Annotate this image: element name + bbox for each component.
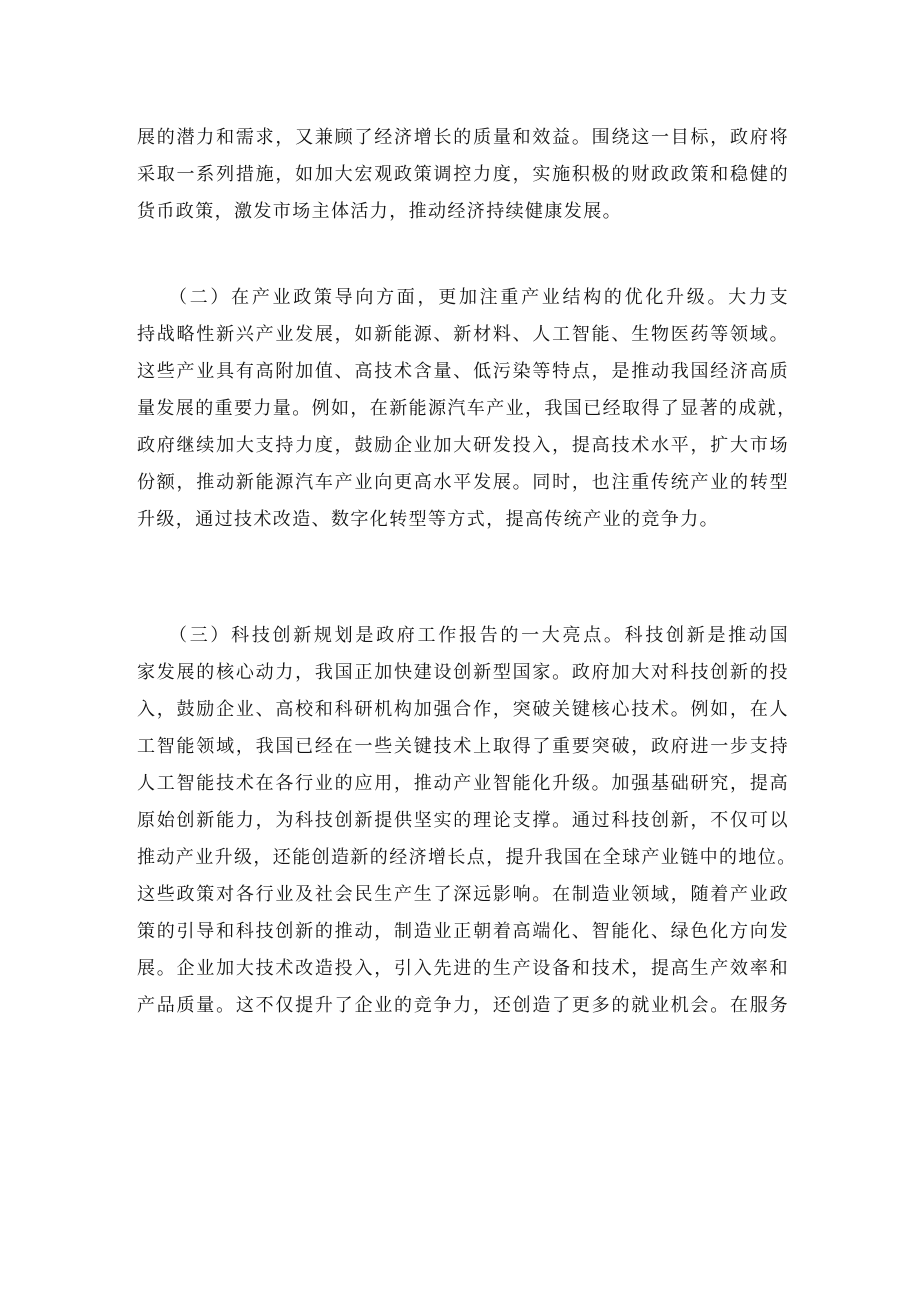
text-line: 展。企业加大技术改造投入，引入先进的生产设备和技术，提高生产效率和 <box>137 958 789 979</box>
text-line: （二）在产业政策导向方面，更加注重产业结构的优化升级。大力支 <box>169 287 789 308</box>
text-line: 工智能领域，我国已经在一些关键技术上取得了重要突破，政府进一步支持 <box>137 736 789 757</box>
paragraph-2 <box>137 279 797 538</box>
text-line: 人工智能技术在各行业的应用，推动产业智能化升级。加强基础研究，提高 <box>137 773 789 794</box>
text-line: 持战略性新兴产业发展，如新能源、新材料、人工智能、生物医药等领域。 <box>137 324 789 345</box>
text-line: 这些政策对各行业及社会民生产生了深远影响。在制造业领域，随着产业政 <box>137 884 789 905</box>
text-line: 家发展的核心动力，我国正加快建设创新型国家。政府加大对科技创新的投 <box>137 662 789 683</box>
text-line: 升级，通过技术改造、数字化转型等方式，提高传统产业的竞争力。 <box>137 509 719 530</box>
text-line: 货币政策，激发市场主体活力，推动经济持续健康发展。 <box>137 201 622 222</box>
text-line: 策的引导和科技创新的推动，制造业正朝着高端化、智能化、绿色化方向发 <box>137 921 789 942</box>
text-line: 这些产业具有高附加值、高技术含量、低污染等特点，是推动我国经济高质 <box>137 361 789 382</box>
text-line: 政府继续加大支持力度，鼓励企业加大研发投入，提高技术水平，扩大市场 <box>137 435 789 456</box>
text-line: 入，鼓励企业、高校和科研机构加强合作，突破关键核心技术。例如，在人 <box>137 699 789 720</box>
text-line: 推动产业升级，还能创造新的经济增长点，提升我国在全球产业链中的地位。 <box>137 847 797 868</box>
text-line: 份额，推动新能源汽车产业向更高水平发展。同时，也注重传统产业的转型 <box>137 472 789 493</box>
text-line: 量发展的重要力量。例如，在新能源汽车产业，我国已经取得了显著的成就， <box>137 398 797 419</box>
text-line: 原始创新能力，为科技创新提供坚实的理论支撑。通过科技创新，不仅可以 <box>137 810 789 831</box>
text-line: 产品质量。这不仅提升了企业的竞争力，还创造了更多的就业机会。在服务 <box>137 995 789 1016</box>
text-line: （三）科技创新规划是政府工作报告的一大亮点。科技创新是推动国 <box>169 625 789 646</box>
paragraph-1 <box>137 119 789 230</box>
text-line: 展的潜力和需求，又兼顾了经济增长的质量和效益。围绕这一目标，政府将 <box>137 127 789 148</box>
text-line: 采取一系列措施，如加大宏观政策调控力度，实施积极的财政政策和稳健的 <box>137 164 789 185</box>
paragraph-3 <box>137 617 797 1024</box>
